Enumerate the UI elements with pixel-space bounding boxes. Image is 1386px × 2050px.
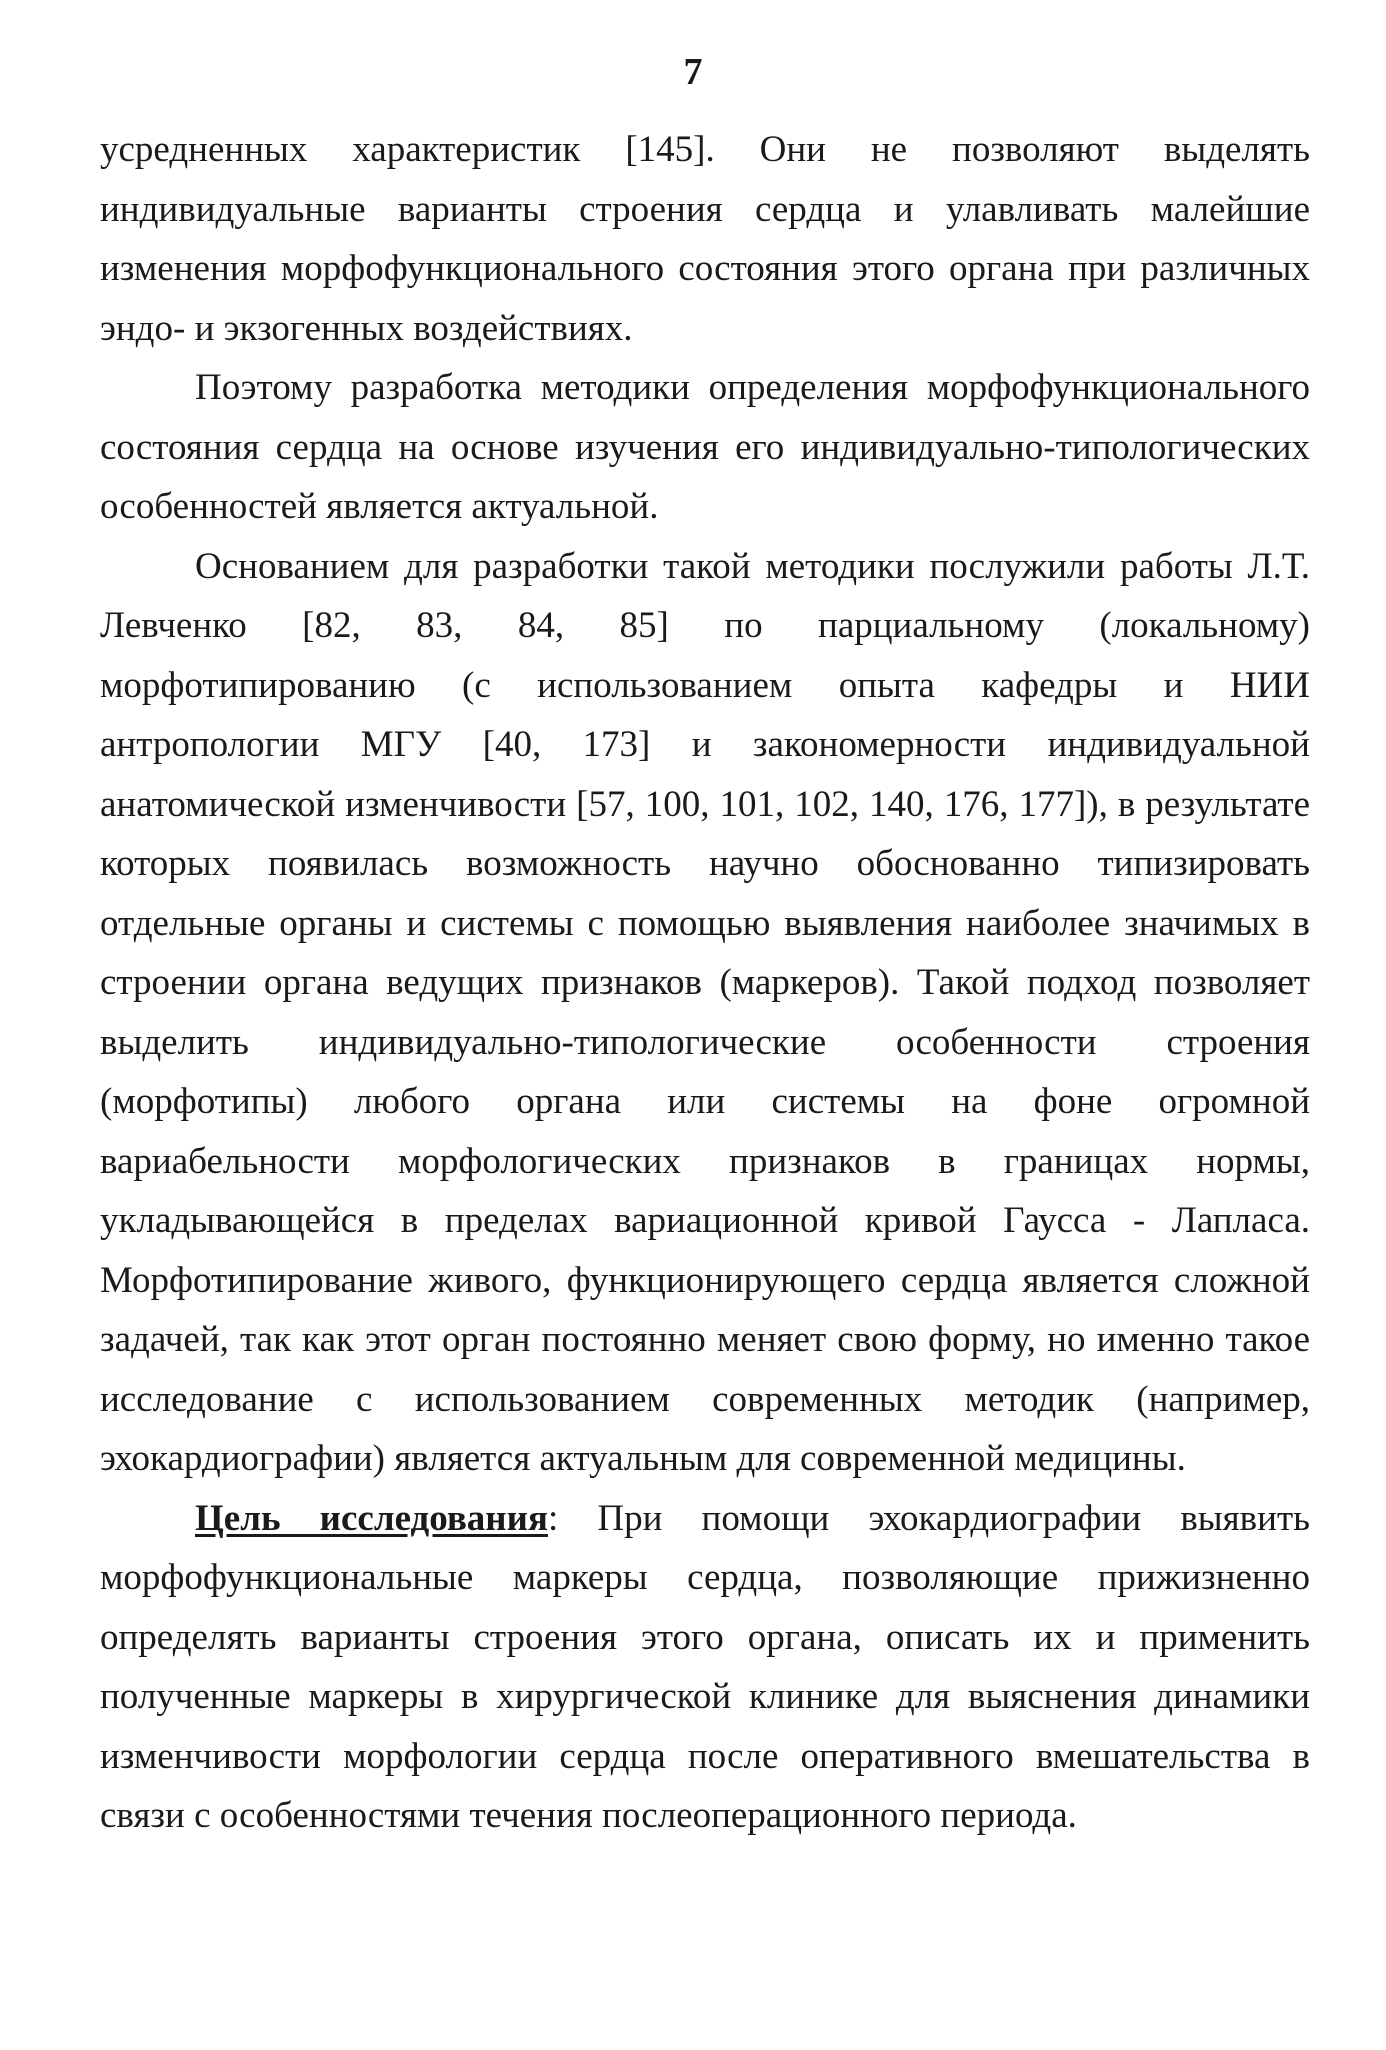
goal-label: Цель исследования	[195, 1497, 548, 1539]
paragraph-continuation: усредненных характеристик [145]. Они не позволяют выделять индивидуальные варианты строения сердца и улавливать малейшие изменения морфофункционального состояния этого органа при различных эндо- и экзогенных воздействиях.	[100, 129, 1310, 349]
goal-separator: :	[547, 1497, 559, 1539]
body-text	[100, 120, 1310, 1846]
paragraph-goal	[100, 1489, 1310, 1846]
paragraph-relevance: Поэтому разработка методики определения морфофункционального состояния сердца на основе изучения его индивидуально-типологических особенностей является актуальной.	[100, 367, 1310, 527]
goal-text: При помощи эхокардиографии выявить морфофункциональные маркеры сердца, позволяющие прижизненно определять варианты строения этого органа, описать их и применить полученные маркеры в хирургической клинике для выяснения динамики изменчивости морфологии сердца после оперативного вмешательства в связи с особенностями течения послеоперационного периода.	[100, 1497, 1310, 1836]
paragraph-basis: Основанием для разработки такой методики послужили работы Л.Т. Левченко [82, 83, 84, 85] по парциальному (локальному) морфотипированию (с использованием опыта кафедры и НИИ антропологии МГУ [40, 173] и закономерности индивидуальной анатомической изменчивости [57, 100, 101, 102, 140, 176, 177]), в результате которых появилась возможность научно обоснованно типизировать отдельные органы и системы с помощью выявления наиболее значимых в строении органа ведущих признаков (маркеров). Такой подход позволяет выделить индивидуально-типологические особенности строения (морфотипы) любого органа или системы на фоне огромной вариабельности морфологических признаков в границах нормы, укладывающейся в пределах вариационной кривой Гаусса - Лапласа. Морфотипирование живого, функционирующего сердца является сложной задачей, так как этот орган постоянно меняет свою форму, но именно такое исследование с использованием современных методик (например, эхокардиографии) является актуальным для современной медицины.	[100, 545, 1310, 1479]
page-number: 7	[683, 51, 703, 93]
